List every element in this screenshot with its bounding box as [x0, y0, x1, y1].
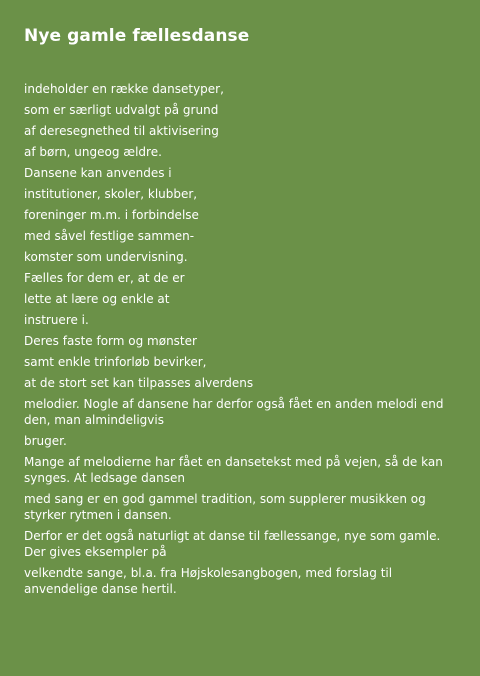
- text-line: samt enkle trinforløb bevirker,: [24, 355, 207, 369]
- text-line: som er særligt udvalgt på grund: [24, 103, 219, 117]
- text-line: komster som undervisning.: [24, 250, 188, 264]
- document-body: [24, 81, 460, 597]
- text-line: Mange af melodierne har fået en dansetekst med på vejen, så de kan synges. At ledsage dansen: [24, 455, 443, 485]
- text-line: Dansene kan anvendes i: [24, 166, 172, 180]
- text-line: af deresegnethed til aktivisering: [24, 124, 219, 138]
- text-line: at de stort set kan tilpasses alverdens: [24, 376, 254, 390]
- text-line: Fælles for dem er, at de er: [24, 271, 185, 285]
- text-line: Deres faste form og mønster: [24, 334, 197, 348]
- text-line: med såvel festlige sammen-: [24, 229, 195, 243]
- text-line: melodier. Nogle af dansene har derfor også fået en anden melodi end den, man almindeligvis: [24, 397, 444, 427]
- text-line: af børn, ungeog ældre.: [24, 145, 162, 159]
- text-line: bruger.: [24, 434, 67, 448]
- text-line: velkendte sange, bl.a. fra Højskolesangbogen, med forslag til anvendelige danse hertil.: [24, 566, 393, 596]
- text-line: instruere i.: [24, 313, 89, 327]
- text-line: med sang er en god gammel tradition, som supplerer musikken og styrker rytmen i dansen.: [24, 492, 426, 522]
- text-line: foreninger m.m. i forbindelse: [24, 208, 199, 222]
- text-line: Derfor er det også naturligt at danse til fællessange, nye som gamle. Der gives eksempler på: [24, 529, 441, 559]
- text-line: indeholder en række dansetyper,: [24, 82, 224, 96]
- text-line: institutioner, skoler, klubber,: [24, 187, 198, 201]
- text-line: lette at lære og enkle at: [24, 292, 170, 306]
- page-title: Nye gamle fællesdanse: [24, 26, 250, 46]
